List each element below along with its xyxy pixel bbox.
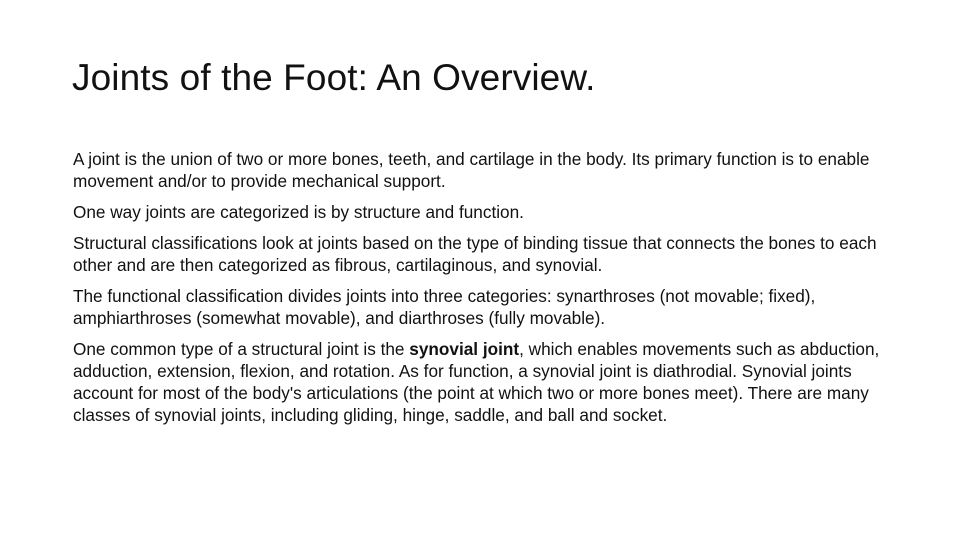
paragraph-structural-classification: Structural classifications look at joints based on the type of binding tissue that connects the bones to each other and are then categorized as fibrous, cartilaginous, and synovial.	[73, 233, 877, 275]
paragraph-joint-definition: A joint is the union of two or more bones, teeth, and cartilage in the body. Its primary function is to enable movement and/or to provide mechanical support.	[73, 149, 870, 191]
paragraph-synovial-joint	[73, 338, 893, 426]
synovial-text-before: One common type of a structural joint is the	[73, 339, 410, 359]
synovial-text-after: , which enables movements such as abduction, adduction, extension, flexion, and rotation. As for function, a synovial joint is diathrodial. Synovial joints account for most of the body's articulations (the point at which two or more bones meet). There are many classes of synovial joints, including gliding, hinge, saddle, and ball and socket.	[73, 339, 880, 425]
paragraph-functional-classification: The functional classification divides joints into three categories: synarthroses (not movable; fixed), amphiarthroses (somewhat movable), and diarthroses (fully movable).	[73, 286, 816, 328]
slide-body	[73, 148, 893, 435]
paragraph-categorization: One way joints are categorized is by structure and function.	[73, 202, 524, 222]
slide-title: Joints of the Foot: An Overview.	[72, 57, 596, 98]
synovial-joint-term: synovial joint	[409, 339, 520, 359]
